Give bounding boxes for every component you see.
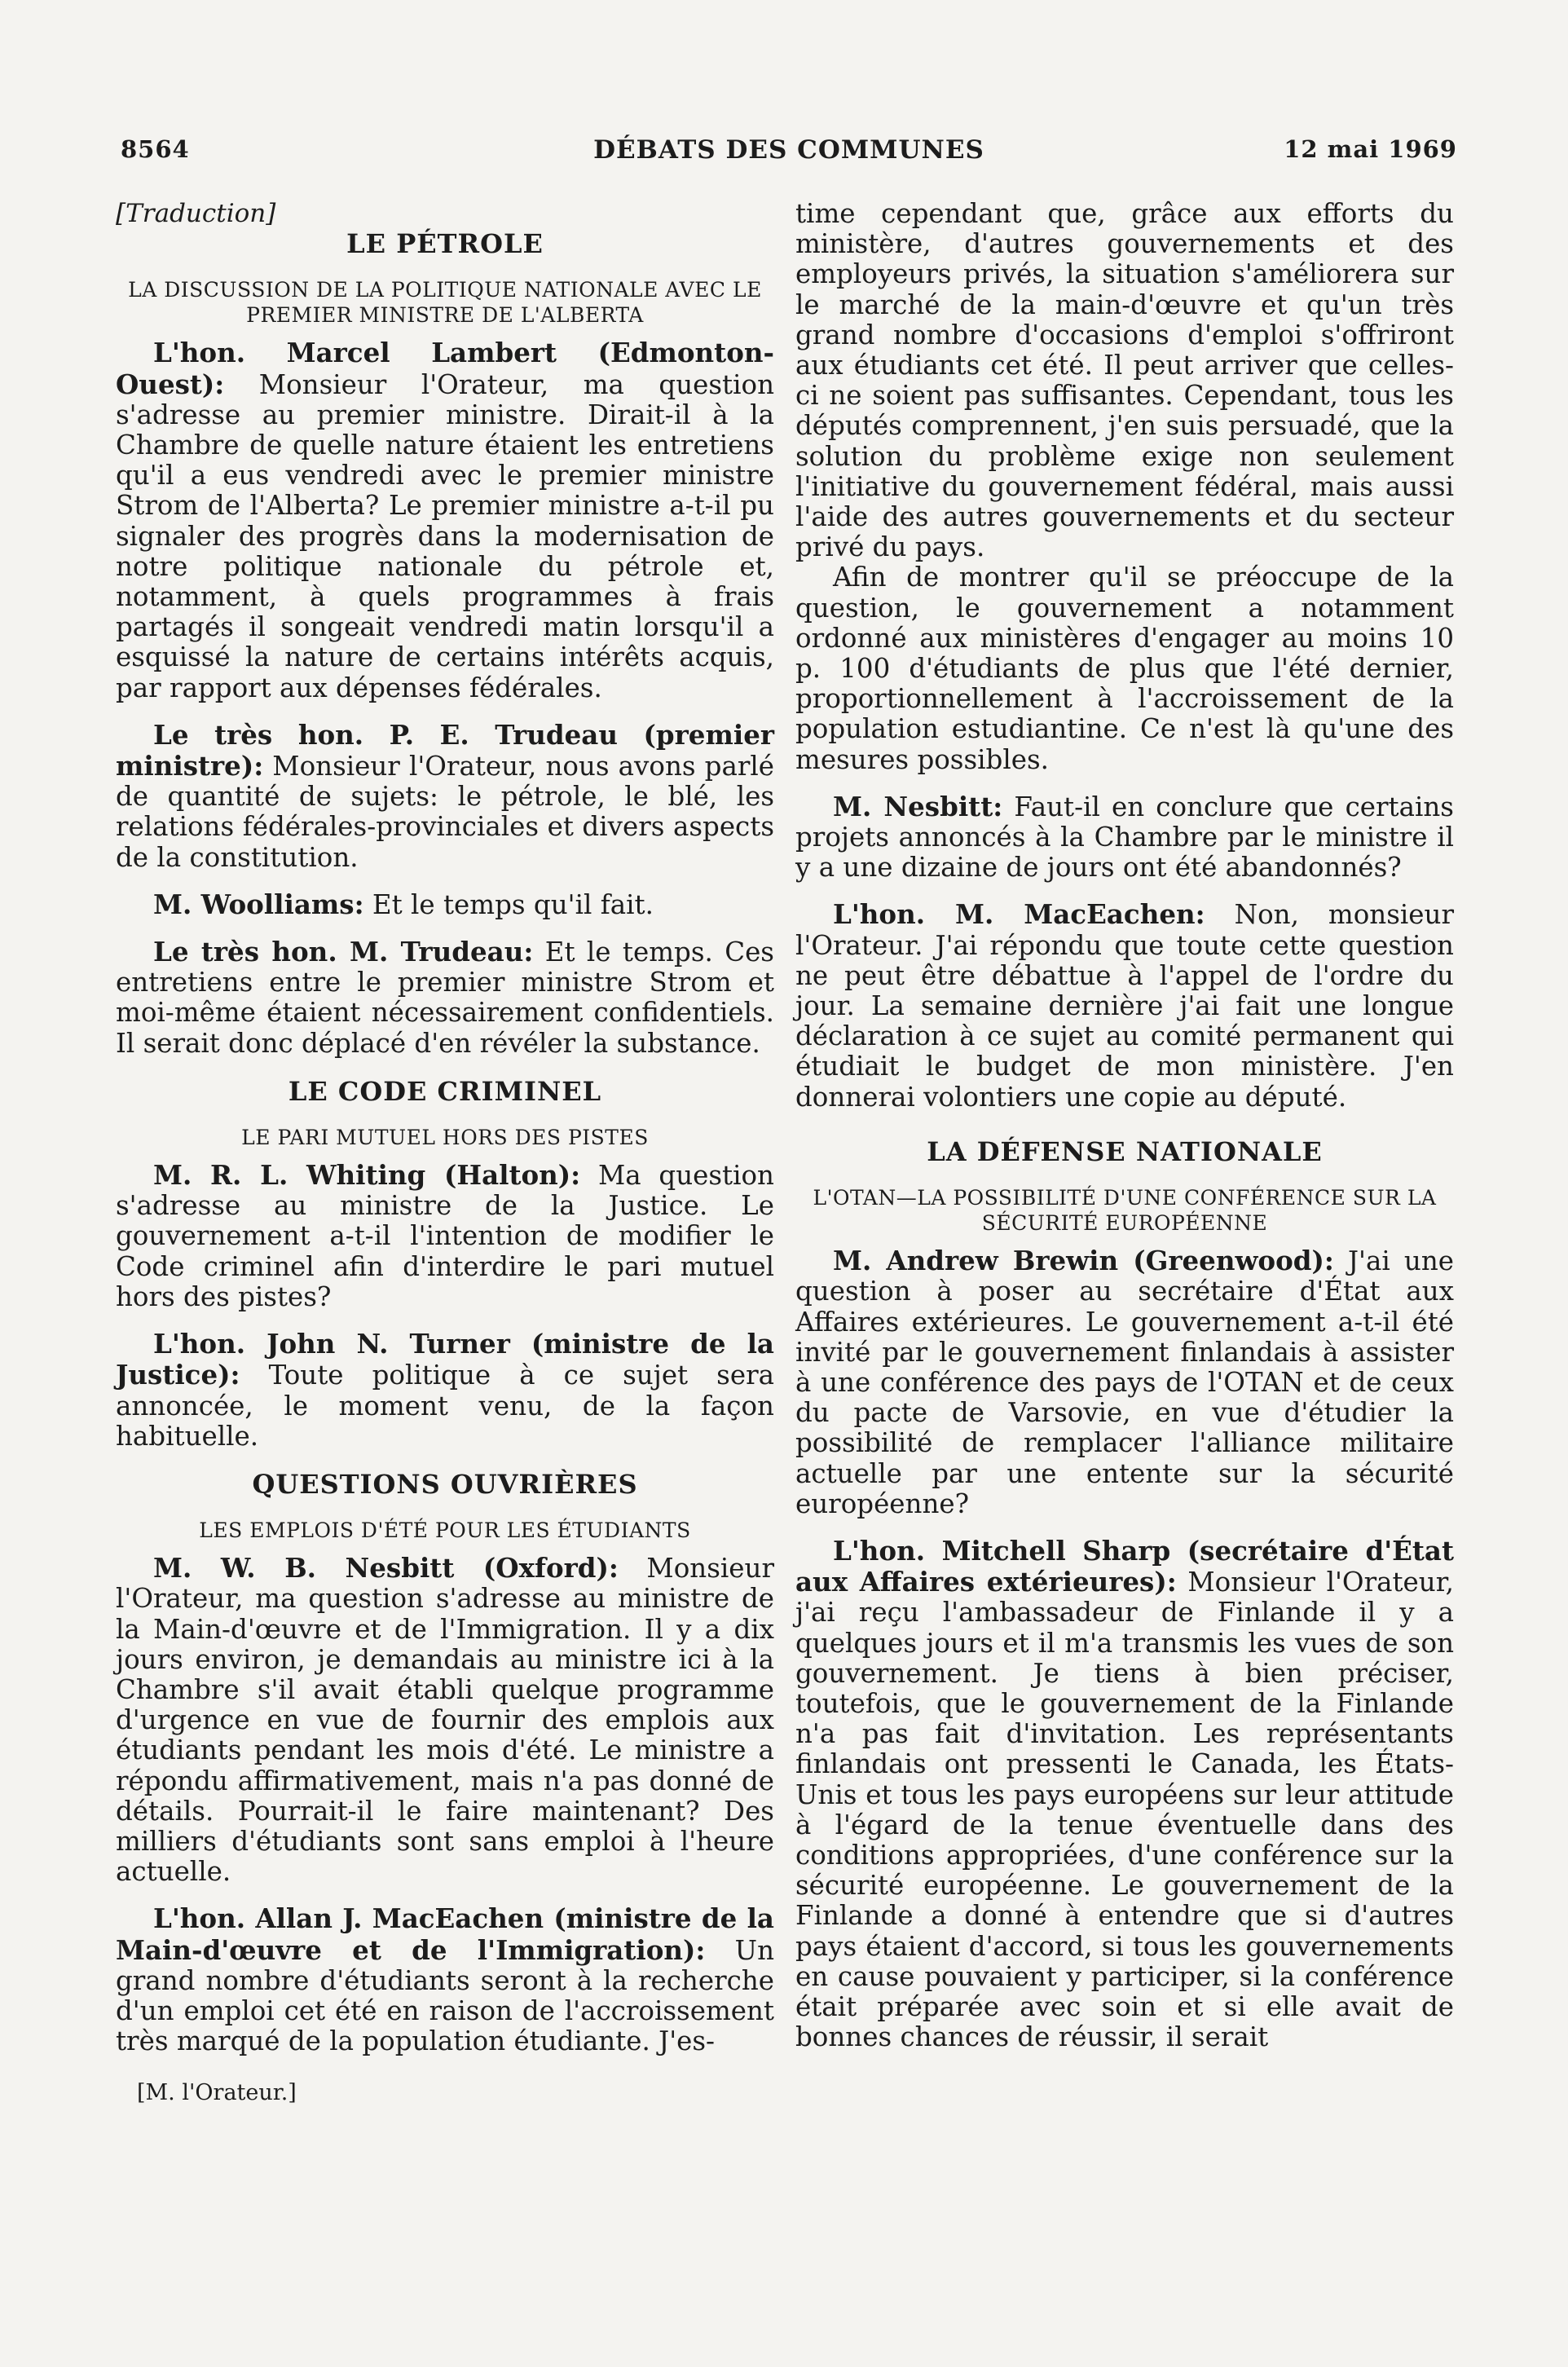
speech-text: Monsieur l'Orateur, ma question s'adresse au premier ministre. Dirait-il à la Chambre de quelle nature étaient les entretiens qu'il a eus vendredi avec le premier ministre Strom de l'Alberta? Le premier ministre a-t-il pu signaler des progrès dans la modernisation de notre politique nationale du pétrole et, notamment, à quels programmes à frais partagés il songeait vendredi matin lorsqu'il a esquissé la nature de certains intérêts acquis, par rapport aux dépenses fédérales.	[116, 368, 774, 703]
page-header	[121, 135, 1457, 173]
section-subtitle-emplois-ete: LES EMPLOIS D'ÉTÉ POUR LES ÉTUDIANTS	[199, 1518, 691, 1543]
page-date: 12 mai 1969	[1284, 135, 1457, 163]
speech-text: Et le temps qu'il fait.	[363, 888, 654, 920]
speech-text: Monsieur l'Orateur, ma question s'adresse au ministre de la Main-d'œuvre et de l'Immigration. Il y a dix jours environ, je demandais au ministre ici à la Chambre s'il avait établi quelque programme d'urgence en vue de fournir des emplois aux étudiants pendant les mois d'été. Le ministre a répondu affirmativement, mais n'a pas donné de détails. Pourrait-il le faire maintenant? Des milliers d'étudiants sont sans emploi à l'heure actuelle.	[116, 1553, 774, 1888]
speech-text: time cependant que, grâce aux efforts du ministère, d'autres gouvernements et des employeurs privés, la situation s'améliorera sur le marché de la main-d'œuvre et qu'un très grand nombre d'occasions d'emploi s'offriront aux étudiants cet été. Il peut arriver que celles-ci ne soient pas suffisantes. Cependant, tous les députés comprennent, j'en suis persuadé, que la solution du problème exige non seulement l'initiative du gouvernement fédéral, mais aussi l'aide des autres gouvernements et du secteur privé du pays.	[795, 198, 1454, 563]
section-subtitle-otan: L'OTAN—LA POSSIBILITÉ D'UNE CONFÉRENCE SUR LA SÉCURITÉ EUROPÉENNE	[813, 1186, 1437, 1236]
intervention-maceachen-1	[116, 1903, 774, 2056]
section-title-petrole: LE PÉTROLE	[346, 228, 544, 260]
speaker: Le très hon. M. Trudeau:	[153, 936, 534, 968]
intervention-turner	[116, 1329, 774, 1452]
intervention-nesbitt-1	[116, 1553, 774, 1887]
intervention-sharp	[795, 1536, 1454, 2052]
section-title-code-criminel: LE CODE CRIMINEL	[288, 1075, 602, 1107]
section-title-defense-nationale: LA DÉFENSE NATIONALE	[927, 1135, 1323, 1167]
speaker: M. Andrew Brewin (Greenwood):	[833, 1245, 1334, 1277]
speaker: Le très hon. P. E. Trudeau (premier ministre):	[116, 718, 774, 782]
intervention-brewin	[795, 1245, 1454, 1519]
publication-title: DÉBATS DES COMMUNES	[593, 135, 984, 165]
speech-text: Afin de montrer qu'il se préoccupe de la question, le gouvernement a notamment ordonné aux ministères d'engager au moins 10 p. 100 d'étudiants de plus que l'été dernier, proportionnellement à l'accroissement de la population estudiantine. Ce n'est là qu'une des mesures possibles.	[795, 562, 1454, 775]
speaker: L'hon. Marcel Lambert (Edmonton-Ouest):	[116, 337, 774, 400]
intervention-trudeau-2	[116, 937, 774, 1059]
speaker: M. Nesbitt:	[833, 790, 1003, 822]
speech-text: Ma question s'adresse au ministre de la Justice. Le gouvernement a-t-il l'intention de modifier le Code criminel afin d'interdire le pari mutuel hors des pistes?	[116, 1160, 774, 1312]
speaker: L'hon. Allan J. MacEachen (ministre de la Main-d'œuvre et de l'Immigration):	[116, 1902, 774, 1966]
speaker: M. Woolliams:	[153, 888, 364, 920]
translation-note: [Traduction]	[116, 199, 276, 228]
speaker: L'hon. M. MacEachen:	[833, 898, 1205, 931]
intervention-maceachen-2	[795, 899, 1454, 1112]
speaker: L'hon. Mitchell Sharp (secrétaire d'État aux Affaires extérieures):	[795, 1534, 1454, 1598]
intervention-lambert	[116, 337, 774, 703]
page-number: 8564	[121, 135, 190, 163]
footer-note: [M. l'Orateur.]	[137, 2080, 297, 2106]
right-column	[795, 199, 1454, 2052]
intervention-nesbitt-2	[795, 791, 1454, 884]
speaker: L'hon. John N. Turner (ministre de la Justice):	[116, 1328, 774, 1391]
speech-text: Un grand nombre d'étudiants seront à la recherche d'un emploi cet été en raison de l'accroissement très marqué de la population étudiante. J'es-	[116, 1934, 775, 2057]
intervention-woolliams	[116, 889, 774, 920]
speaker: M. W. B. Nesbitt (Oxford):	[153, 1552, 619, 1585]
speech-text: J'ai une question à poser au secrétaire d'État aux Affaires extérieures. Le gouvernement a-t-il été invité par le gouvernement finlandais à assister à une conférence des pays de l'OTAN et de ceux du pacte de Varsovie, en vue d'étudier la possibilité de remplacer l'alliance militaire actuelle par une entente sur la sécurité européenne?	[795, 1245, 1454, 1519]
speech-text: Et le temps. Ces entretiens entre le premier ministre Strom et moi-même étaient nécessairement confidentiels. Il serait donc déplacé d'en révéler la substance.	[116, 937, 774, 1059]
section-title-questions-ouvrieres: QUESTIONS OUVRIÈRES	[252, 1468, 638, 1500]
speech-text: Non, monsieur l'Orateur. J'ai répondu que toute cette question ne peut être débattue à l'appel de l'ordre du jour. La semaine dernière j'ai fait une longue déclaration à ce sujet au comité permanent qui étudiait le budget de mon ministère. J'en donnerai volontiers une copie au député.	[795, 899, 1454, 1113]
left-column	[116, 199, 774, 2109]
speech-text: Toute politique à ce sujet sera annoncée, le moment venu, de la façon habituelle.	[116, 1360, 774, 1452]
speech-text: Faut-il en conclure que certains projets annoncés à la Chambre par le ministre il y a une dizaine de jours ont été abandonnés?	[795, 791, 1454, 884]
continuation-maceachen	[795, 199, 1454, 775]
section-subtitle-petrole: LA DISCUSSION DE LA POLITIQUE NATIONALE AVEC LE PREMIER MINISTRE DE L'ALBERTA	[128, 278, 762, 328]
section-subtitle-code-criminel: LE PARI MUTUEL HORS DES PISTES	[241, 1126, 649, 1150]
speaker: M. R. L. Whiting (Halton):	[153, 1159, 581, 1192]
speech-text: Monsieur l'Orateur, nous avons parlé de quantité de sujets: le pétrole, le blé, les relations fédérales-provinciales et divers aspects de la constitution.	[116, 751, 774, 873]
intervention-trudeau-1	[116, 720, 774, 873]
speech-text: Monsieur l'Orateur, j'ai reçu l'ambassadeur de Finlande il y a quelques jours et il m'a transmis les vues de son gouvernement. Je tiens à bien préciser, toutefois, que le gouvernement de la Finlande n'a pas fait d'invitation. Les représentants finlandais ont pressenti le Canada, les États-Unis et tous les pays européens sur leur attitude à l'égard de la tenue éventuelle dans des conditions appropriées, d'une conférence sur la sécurité européenne. Le gouvernement de la Finlande a donné à entendre que si d'autres pays étaient d'accord, si tous les gouvernements en cause pouvaient y participer, si la conférence était préparée avec soin et si elle avait de bonnes chances de réussir, il serait	[795, 1567, 1454, 2053]
intervention-whiting	[116, 1160, 774, 1312]
